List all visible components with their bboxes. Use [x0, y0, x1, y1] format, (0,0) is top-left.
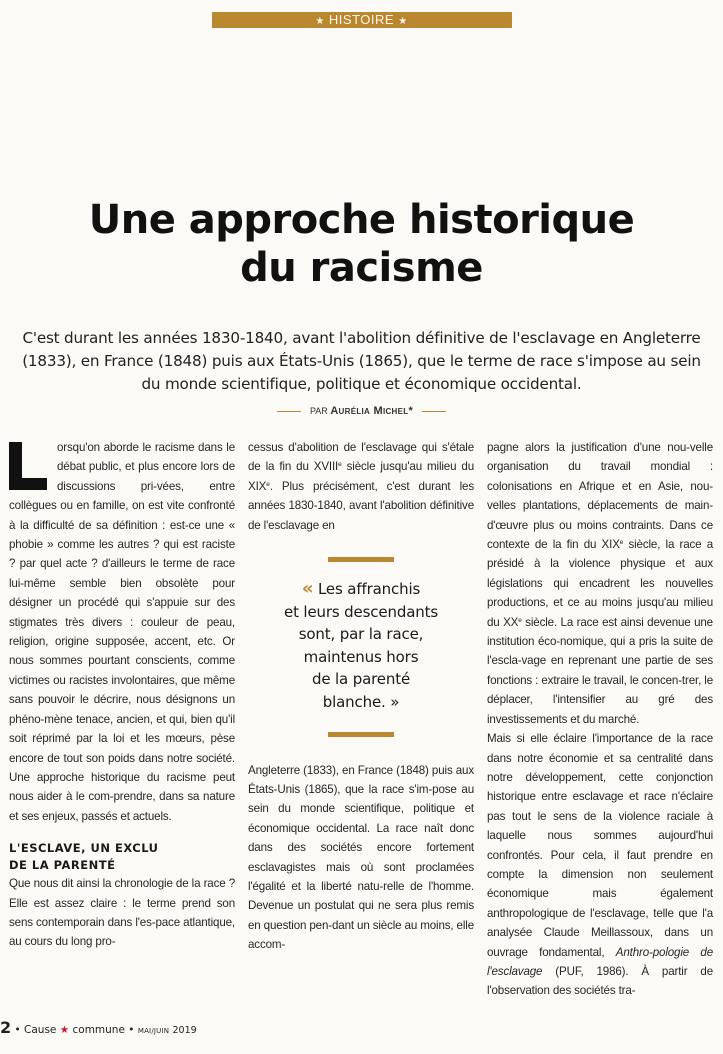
text-run: siècle jusqu'au milieu du XIX: [248, 460, 474, 493]
page-number: 2: [0, 1017, 12, 1037]
quote-line: Les affranchis: [317, 580, 421, 599]
pull-quote: [248, 557, 474, 737]
separator: •: [128, 1023, 135, 1036]
magazine-name-part-2: commune: [72, 1023, 125, 1036]
article-lead: C'est durant les années 1830-1840, avant l'abolition définitive de l'esclavage en Angleterre (1833), en France (1848) puis aux États-Unis (1865), que le terme de race s'impose au sein du monde scientifique, politique et économique occidental.: [22, 329, 701, 393]
pull-quote-text: [248, 578, 474, 714]
column-1: [9, 438, 235, 952]
superscript: e: [266, 480, 270, 488]
star-icon: ★: [59, 1023, 70, 1036]
text-run: (PUF, 1986). À partir de l'observation des sociétés tra-: [487, 964, 713, 998]
quote-line: sont, par la race,: [298, 625, 424, 644]
subheading-line-1: L'ESCLAVE, UN EXCLU: [9, 841, 159, 856]
byline-rule: [422, 411, 446, 412]
superscript: e: [619, 539, 624, 547]
body-paragraph: [487, 438, 713, 729]
superscript: e: [338, 461, 342, 469]
star-icon: ★: [398, 16, 408, 27]
byline-rule: [277, 411, 301, 412]
body-paragraph: [487, 729, 713, 1001]
text-run: . Plus précisément, c'est durant les années 1830-1840, avant l'abolition définitive de l'esclavage en: [248, 479, 474, 532]
magazine-name-part-1: Cause: [24, 1023, 57, 1036]
drop-cap: [9, 442, 47, 490]
star-icon: ★: [315, 16, 325, 27]
issue-year: 2019: [172, 1024, 197, 1036]
article-title: [0, 196, 723, 292]
byline-prefix: PAR: [309, 406, 328, 416]
quote-line: de la parenté: [311, 670, 411, 689]
separator: •: [14, 1023, 21, 1036]
quote-line: maintenus hors: [303, 647, 419, 666]
issue-months: MAI/JUIN: [137, 1026, 170, 1035]
intro-text: orsqu'on aborde le racisme dans le débat public, et plus encore lors de discussions pri-vées, entre collègues ou en famille, on est vite confronté à la difficulté de sa définition : est-ce une « phobie » comme les autres ? qui est raciste ? par quel acte ? d'ailleurs le terme de race lui-même semble bien obsolète pour désigner un procédé qui s'appuie sur des stigmates très divers : couleur de peau, religion, origine supposée, accent, etc. Or nous sommes pourtant conscients, comme victimes ou racistes involontaires, que même sans pouvoir le décrire, nous désignons un phéno-mène tenace, ancien, et qui, bien qu'il soit réprimé par la loi et les mœurs, pèse encore de tout son poids dans notre société. Une approche historique du racisme peut nous aider à le com-prendre, dans sa nature et ses enjeux, passés et actuels.: [9, 441, 235, 823]
quote-line: et leurs descendants: [284, 602, 438, 621]
text-run: pagne alors la justification d'une nou-velle organisation du travail mondial : colonisations en Afrique et en Asie, nou-velles plantations, déplacements de main-d'œuvre plus ou moins contraints. Dans ce contexte de la fin du XIX: [487, 441, 713, 552]
body-paragraph: Angleterre (1833), en France (1848) puis aux États-Unis (1865), que la race s'im-pose au sein du monde scientifique, politique et économique occidental. La race naît donc dans des sociétés encore fortement esclavagistes mais où sont proclamées l'égalité et la liberté natu-relle de l'homme. Devenue un postulat qui ne sera plus remis en question pen-dant un siècle au moins, elle accom-: [248, 763, 474, 952]
section-rubric: [212, 12, 512, 28]
title-line-1: Une approche historique: [88, 197, 635, 243]
book-title: Anthro-pologie de l'esclavage: [487, 945, 713, 978]
article-columns: [0, 438, 723, 1001]
subheading-line-2: DE LA PARENTÉ: [9, 858, 116, 873]
section-subheading: [9, 840, 235, 874]
author-name: Aurélia Michel*: [330, 405, 414, 417]
quote-rule-top: [328, 557, 394, 562]
quote-line: blanche. »: [322, 693, 400, 711]
page-footer: [0, 1019, 723, 1040]
body-paragraph: Que nous dit ainsi la chronologie de la race ? Elle est assez claire : le terme prend son sens contemporain dans l'es-pace atlantique, au cours du long pro-: [9, 877, 235, 949]
rubric-label: HISTOIRE: [328, 12, 395, 27]
superscript: e: [518, 616, 522, 624]
quote-rule-bottom: [328, 732, 394, 737]
text-run: siècle. La race est ainsi devenue une institution éco-nomique, qui a pris la suite de l'escla-vage en reprenant une partie de ses fonctions : extraire le travail, le concen-trer, le déplacer, l'intensifier au gré des investissements et du marché.: [487, 615, 713, 726]
text-run: siècle, la race a présidé à la violence physique et aux législations qui encadrent les nouvelles productions, et ce au moins jusqu'au milieu du XX: [487, 538, 713, 629]
intro-paragraph: [9, 438, 235, 826]
text-run: Mais si elle éclaire l'importance de la race dans notre économie et sa centralité dans notre développement, cette conjonction historique entre esclavage et race n'éclaire pas tout le sens de la violence raciale à laquelle nous sommes aujourd'hui confrontés. Pour cela, il faut prendre en compte la dimension non seulement économique mais également anthropologique de l'esclavage, telle que l'a analysée Claude Meillassoux, dans un ouvrage fondamental,: [487, 732, 713, 959]
column-2: [248, 438, 474, 955]
title-line-2: du racisme: [240, 245, 483, 291]
byline: [0, 404, 723, 418]
open-quote-mark: «: [301, 578, 314, 600]
body-paragraph: [248, 438, 474, 535]
column-3: [487, 438, 713, 1001]
text-run: cessus d'abolition de l'esclavage qui s'étale de la fin du XVIII: [248, 441, 474, 474]
